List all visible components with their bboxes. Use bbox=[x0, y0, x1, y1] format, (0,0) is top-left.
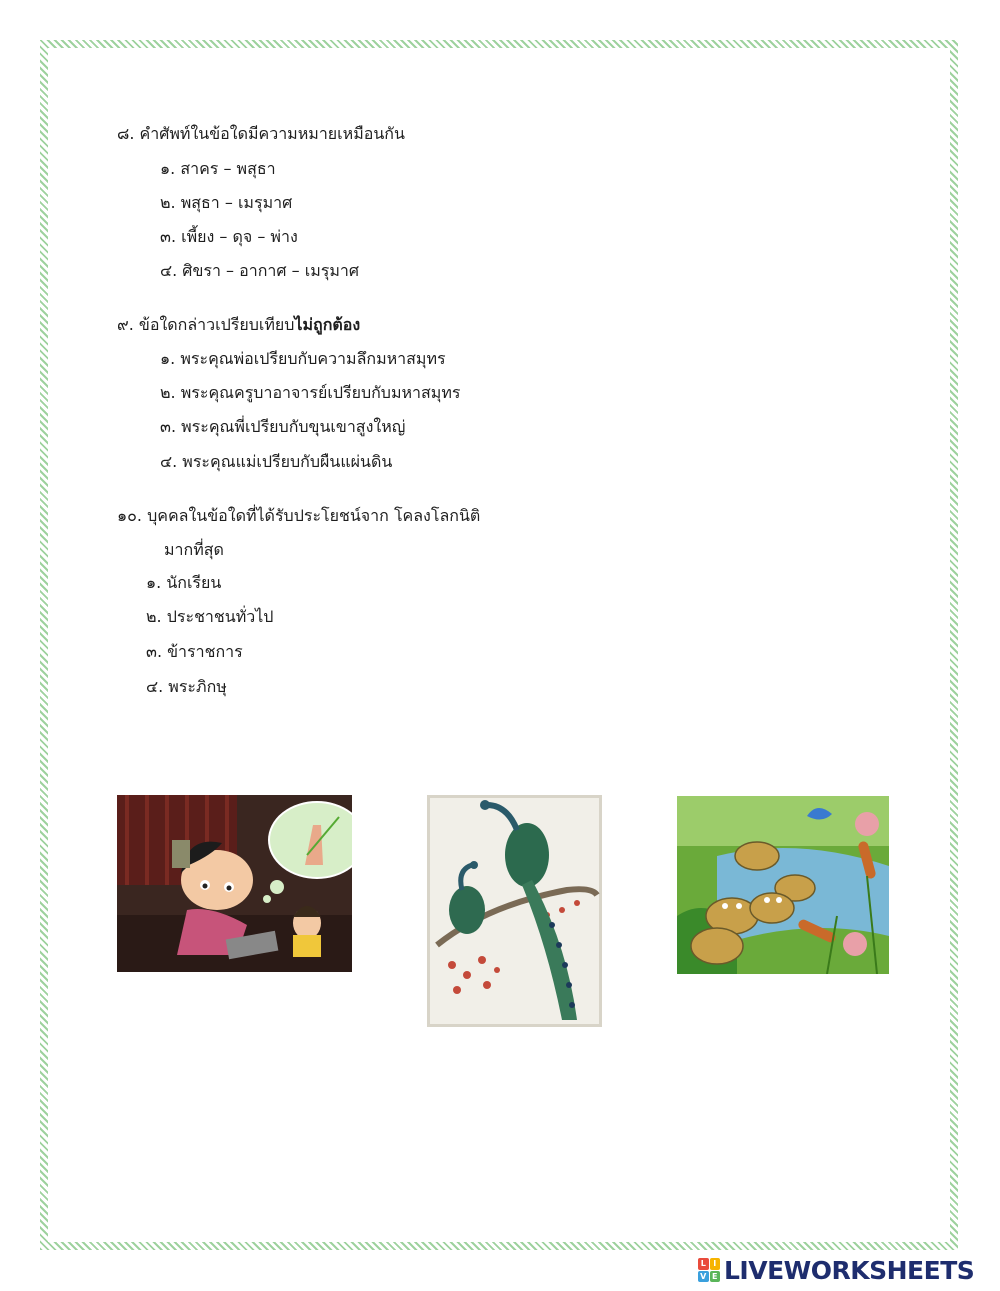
question-8-title: ๘. คำศัพท์ในข้อใดมีความหมายเหมือนกัน bbox=[117, 124, 405, 143]
question-9-title-prefix: ๙. ข้อใดกล่าวเปรียบเทียบ bbox=[117, 315, 295, 334]
question-10-title-line-2: มากที่สุด bbox=[164, 540, 224, 559]
logo-letter: L bbox=[698, 1258, 709, 1270]
question-9-option-3[interactable]: ๓. พระคุณพี่เปรียบกับขุนเขาสูงใหญ่ bbox=[160, 417, 406, 436]
question-8-option-1[interactable]: ๑. สาคร – พสุธา bbox=[160, 159, 276, 178]
question-10-title-line-1: ๑๐. บุคคลในข้อใดที่ได้รับประโยชน์จาก โคลงโลกนิติ bbox=[117, 506, 481, 525]
question-10-option-2[interactable]: ๒. ประชาชนทั่วไป bbox=[146, 607, 274, 626]
question-10-option-1[interactable]: ๑. นักเรียน bbox=[146, 573, 222, 592]
peacock-illustration bbox=[427, 795, 602, 1027]
question-10-option-3[interactable]: ๓. ข้าราชการ bbox=[146, 642, 243, 661]
question-9-title-emphasis: ไม่ถูกต้อง bbox=[294, 315, 361, 334]
question-9-option-4[interactable]: ๔. พระคุณแม่เปรียบกับผืนแผ่นดิน bbox=[160, 452, 393, 471]
question-9-option-1[interactable]: ๑. พระคุณพ่อเปรียบกับความลึกมหาสมุทร bbox=[160, 349, 446, 368]
question-9-title bbox=[117, 313, 360, 338]
frogs-pond-illustration bbox=[677, 796, 889, 974]
liveworksheets-logo-icon bbox=[698, 1258, 720, 1282]
question-9-option-2[interactable]: ๒. พระคุณครูบาอาจารย์เปรียบกับมหาสมุทร bbox=[160, 383, 461, 402]
question-10-option-4[interactable]: ๔. พระภิกษุ bbox=[146, 677, 227, 696]
liveworksheets-logo bbox=[698, 1256, 974, 1284]
logo-letter: E bbox=[710, 1271, 721, 1283]
logo-letter: I bbox=[710, 1258, 721, 1270]
boy-writing-illustration bbox=[117, 795, 352, 972]
logo-letter: V bbox=[698, 1271, 709, 1283]
question-8-option-2[interactable]: ๒. พสุธา – เมรุมาศ bbox=[160, 193, 293, 212]
question-8-option-4[interactable]: ๔. ศิขรา – อากาศ – เมรุมาศ bbox=[160, 261, 360, 280]
liveworksheets-wordmark: LIVEWORKSHEETS bbox=[724, 1255, 975, 1285]
question-8-option-3[interactable]: ๓. เพี้ยง – ดุจ – พ่าง bbox=[160, 227, 298, 246]
